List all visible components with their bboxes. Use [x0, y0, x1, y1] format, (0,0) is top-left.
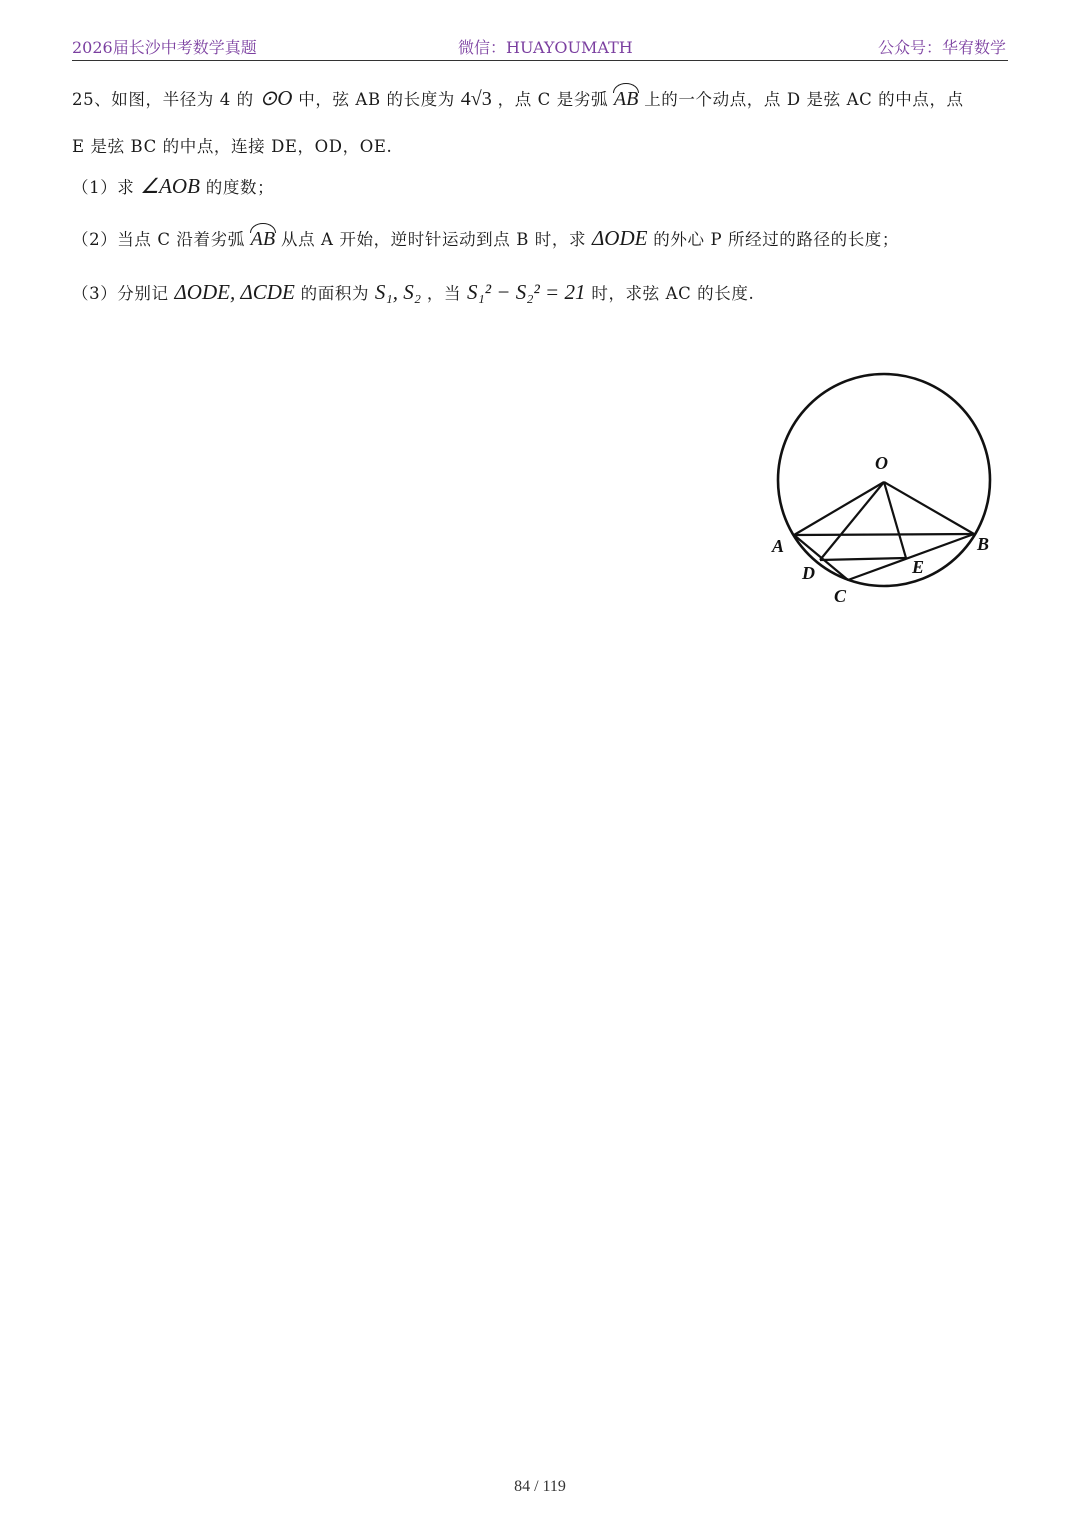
label-b: B	[977, 534, 990, 554]
angle-aob: ∠AOB	[140, 174, 200, 198]
problem-text: E 是弦 BC 的中点，连接 DE，OD，OE.	[72, 137, 393, 156]
segment-od	[820, 482, 884, 560]
question-2	[72, 222, 899, 251]
area-symbols: S₁, S₂	[374, 280, 422, 304]
question-text: 从点 A 开始，逆时针运动到点 B 时，求	[280, 230, 587, 249]
page-number: 84 / 119	[514, 1478, 566, 1495]
label-a: A	[772, 536, 785, 556]
chord-ab	[794, 534, 974, 535]
area-equation: S₁² − S₂² = 21	[466, 280, 586, 304]
triangle-ode: ΔODE	[591, 226, 648, 250]
problem-text: 中，弦 AB 的长度为	[298, 90, 455, 109]
problem-text: 25、如图，半径为 4 的	[72, 90, 254, 109]
label-o: O	[875, 453, 888, 473]
circle-o	[778, 374, 990, 586]
circle-symbol: ⊙O	[259, 86, 293, 110]
label-e: E	[912, 557, 925, 577]
arc-ab-label: AB	[251, 222, 275, 251]
question-text: （3）分别记	[72, 284, 169, 303]
problem-text: 上的一个动点，点 D 是弦 AC 的中点，点	[644, 90, 964, 109]
label-d: D	[802, 563, 815, 583]
question-1	[72, 174, 274, 199]
label-c: C	[834, 586, 847, 606]
question-3	[72, 280, 754, 305]
question-text: ，当	[426, 284, 462, 303]
question-text: （1）求	[72, 178, 135, 197]
question-text: 的面积为	[300, 284, 370, 303]
question-text: （2）当点 C 沿着劣弧	[72, 230, 245, 249]
problem-line-1	[72, 82, 964, 111]
question-text: 的度数；	[205, 178, 275, 197]
segment-de	[820, 558, 906, 560]
header-public-account: 公众号：华宥数学	[877, 38, 1006, 57]
triangles-ode-cde: ΔODE, ΔCDE	[174, 280, 295, 304]
problem-text: ，点 C 是劣弧	[497, 90, 609, 109]
question-text: 时，求弦 AC 的长度.	[591, 284, 755, 303]
chord-length: 4√3	[460, 88, 492, 110]
arc-ab-label: AB	[614, 82, 638, 111]
segment-oa	[794, 482, 884, 535]
question-text: 的外心 P 所经过的路径的长度；	[653, 230, 899, 249]
header-wechat: 微信：HUAYOUMATH	[458, 38, 633, 57]
page-header	[72, 30, 1008, 61]
header-title: 2026届长沙中考数学真题	[72, 38, 257, 57]
problem-line-2	[72, 133, 392, 157]
geometry-figure	[762, 362, 1012, 612]
